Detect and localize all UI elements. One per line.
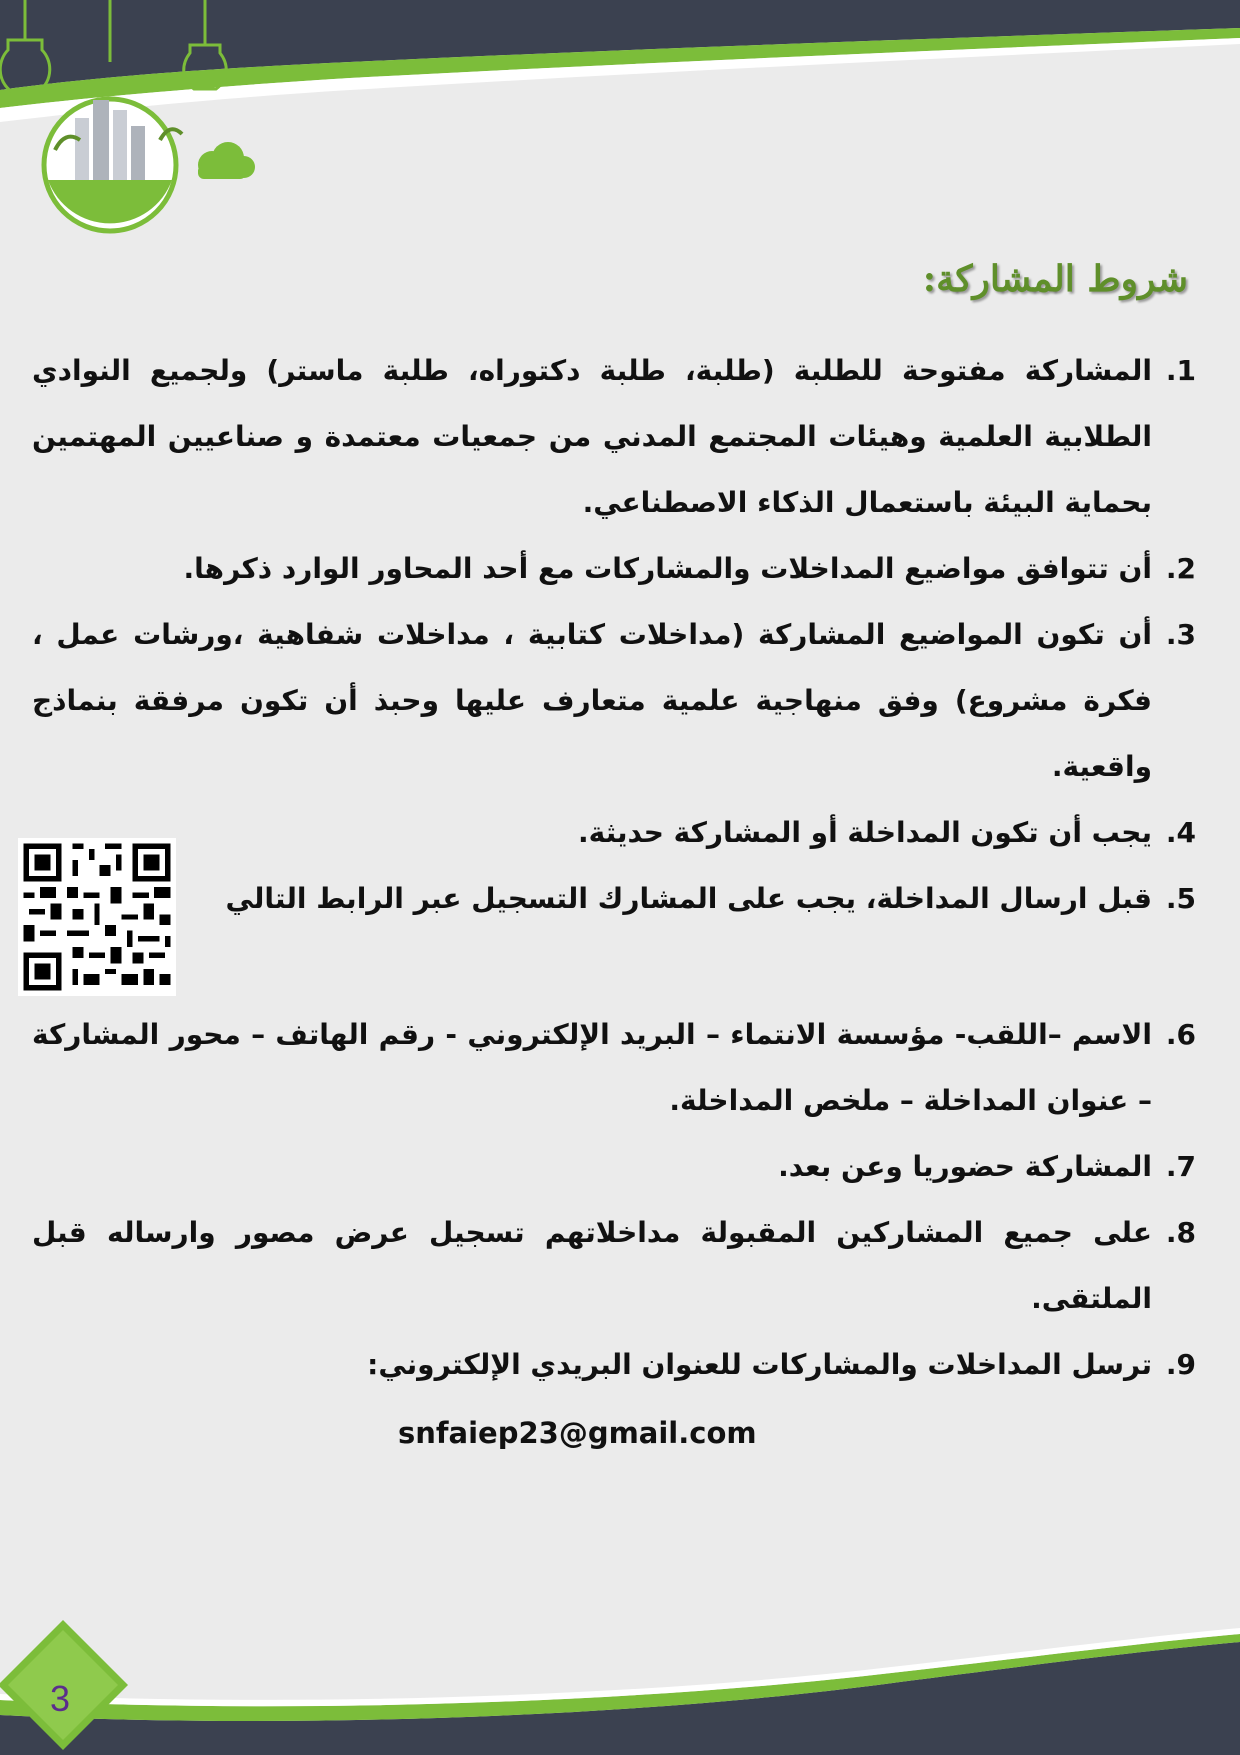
contact-email[interactable]: snfaiep23@gmail.com: [398, 1416, 757, 1450]
footer-decoration: [0, 1620, 1240, 1755]
list-item: 8. على جميع المشاركين المقبولة مداخلاتهم تسجيل عرض مصور وارساله قبل الملتقى.: [32, 1216, 1196, 1315]
list-item: 2. أن تتوافق مواضيع المداخلات والمشاركات مع أحد المحاور الوارد ذكرها.: [183, 552, 1196, 585]
section-title: شروط المشاركة:: [922, 258, 1188, 300]
header-decoration: [0, 0, 1240, 240]
list-item: 7. المشاركة حضوريا وعن بعد.: [778, 1150, 1196, 1183]
qr-code-icon[interactable]: [18, 838, 176, 996]
list-item: 6. الاسم –اللقب- مؤسسة الانتماء – البريد الإلكتروني - رقم الهاتف – محور المشاركة – عنوان المداخلة – ملخص المداخلة.: [32, 1018, 1196, 1117]
list-item: 9. ترسل المداخلات والمشاركات للعنوان البريدي الإلكتروني:: [367, 1348, 1196, 1381]
conditions-list: [32, 338, 1196, 1398]
list-item: 4. يجب أن تكون المداخلة أو المشاركة حديثة.: [578, 816, 1196, 849]
list-item: 3. أن تكون المواضيع المشاركة (مداخلات كتابية ، مداخلات شفاهية ،ورشات عمل ، فكرة مشروع) وفق منهاجية علمية متعارف عليها وحبذ أن تكون مرفقة بنماذج واقعية.: [32, 618, 1196, 783]
page-number: 3: [50, 1678, 71, 1719]
cloud-icon: [198, 142, 255, 179]
list-item: 1. المشاركة مفتوحة للطلبة (طلبة، طلبة دكتوراه، طلبة ماستر) ولجميع النوادي الطلابية العلمية وهيئات المجتمع المدني من جمعيات معتمدة و صناعيين المهتمين بحماية البيئة باستعمال الذكاء الاصطناعي.: [32, 354, 1196, 519]
list-item: 5. قبل ارسال المداخلة، يجب على المشارك التسجيل عبر الرابط التالي: [225, 882, 1196, 915]
